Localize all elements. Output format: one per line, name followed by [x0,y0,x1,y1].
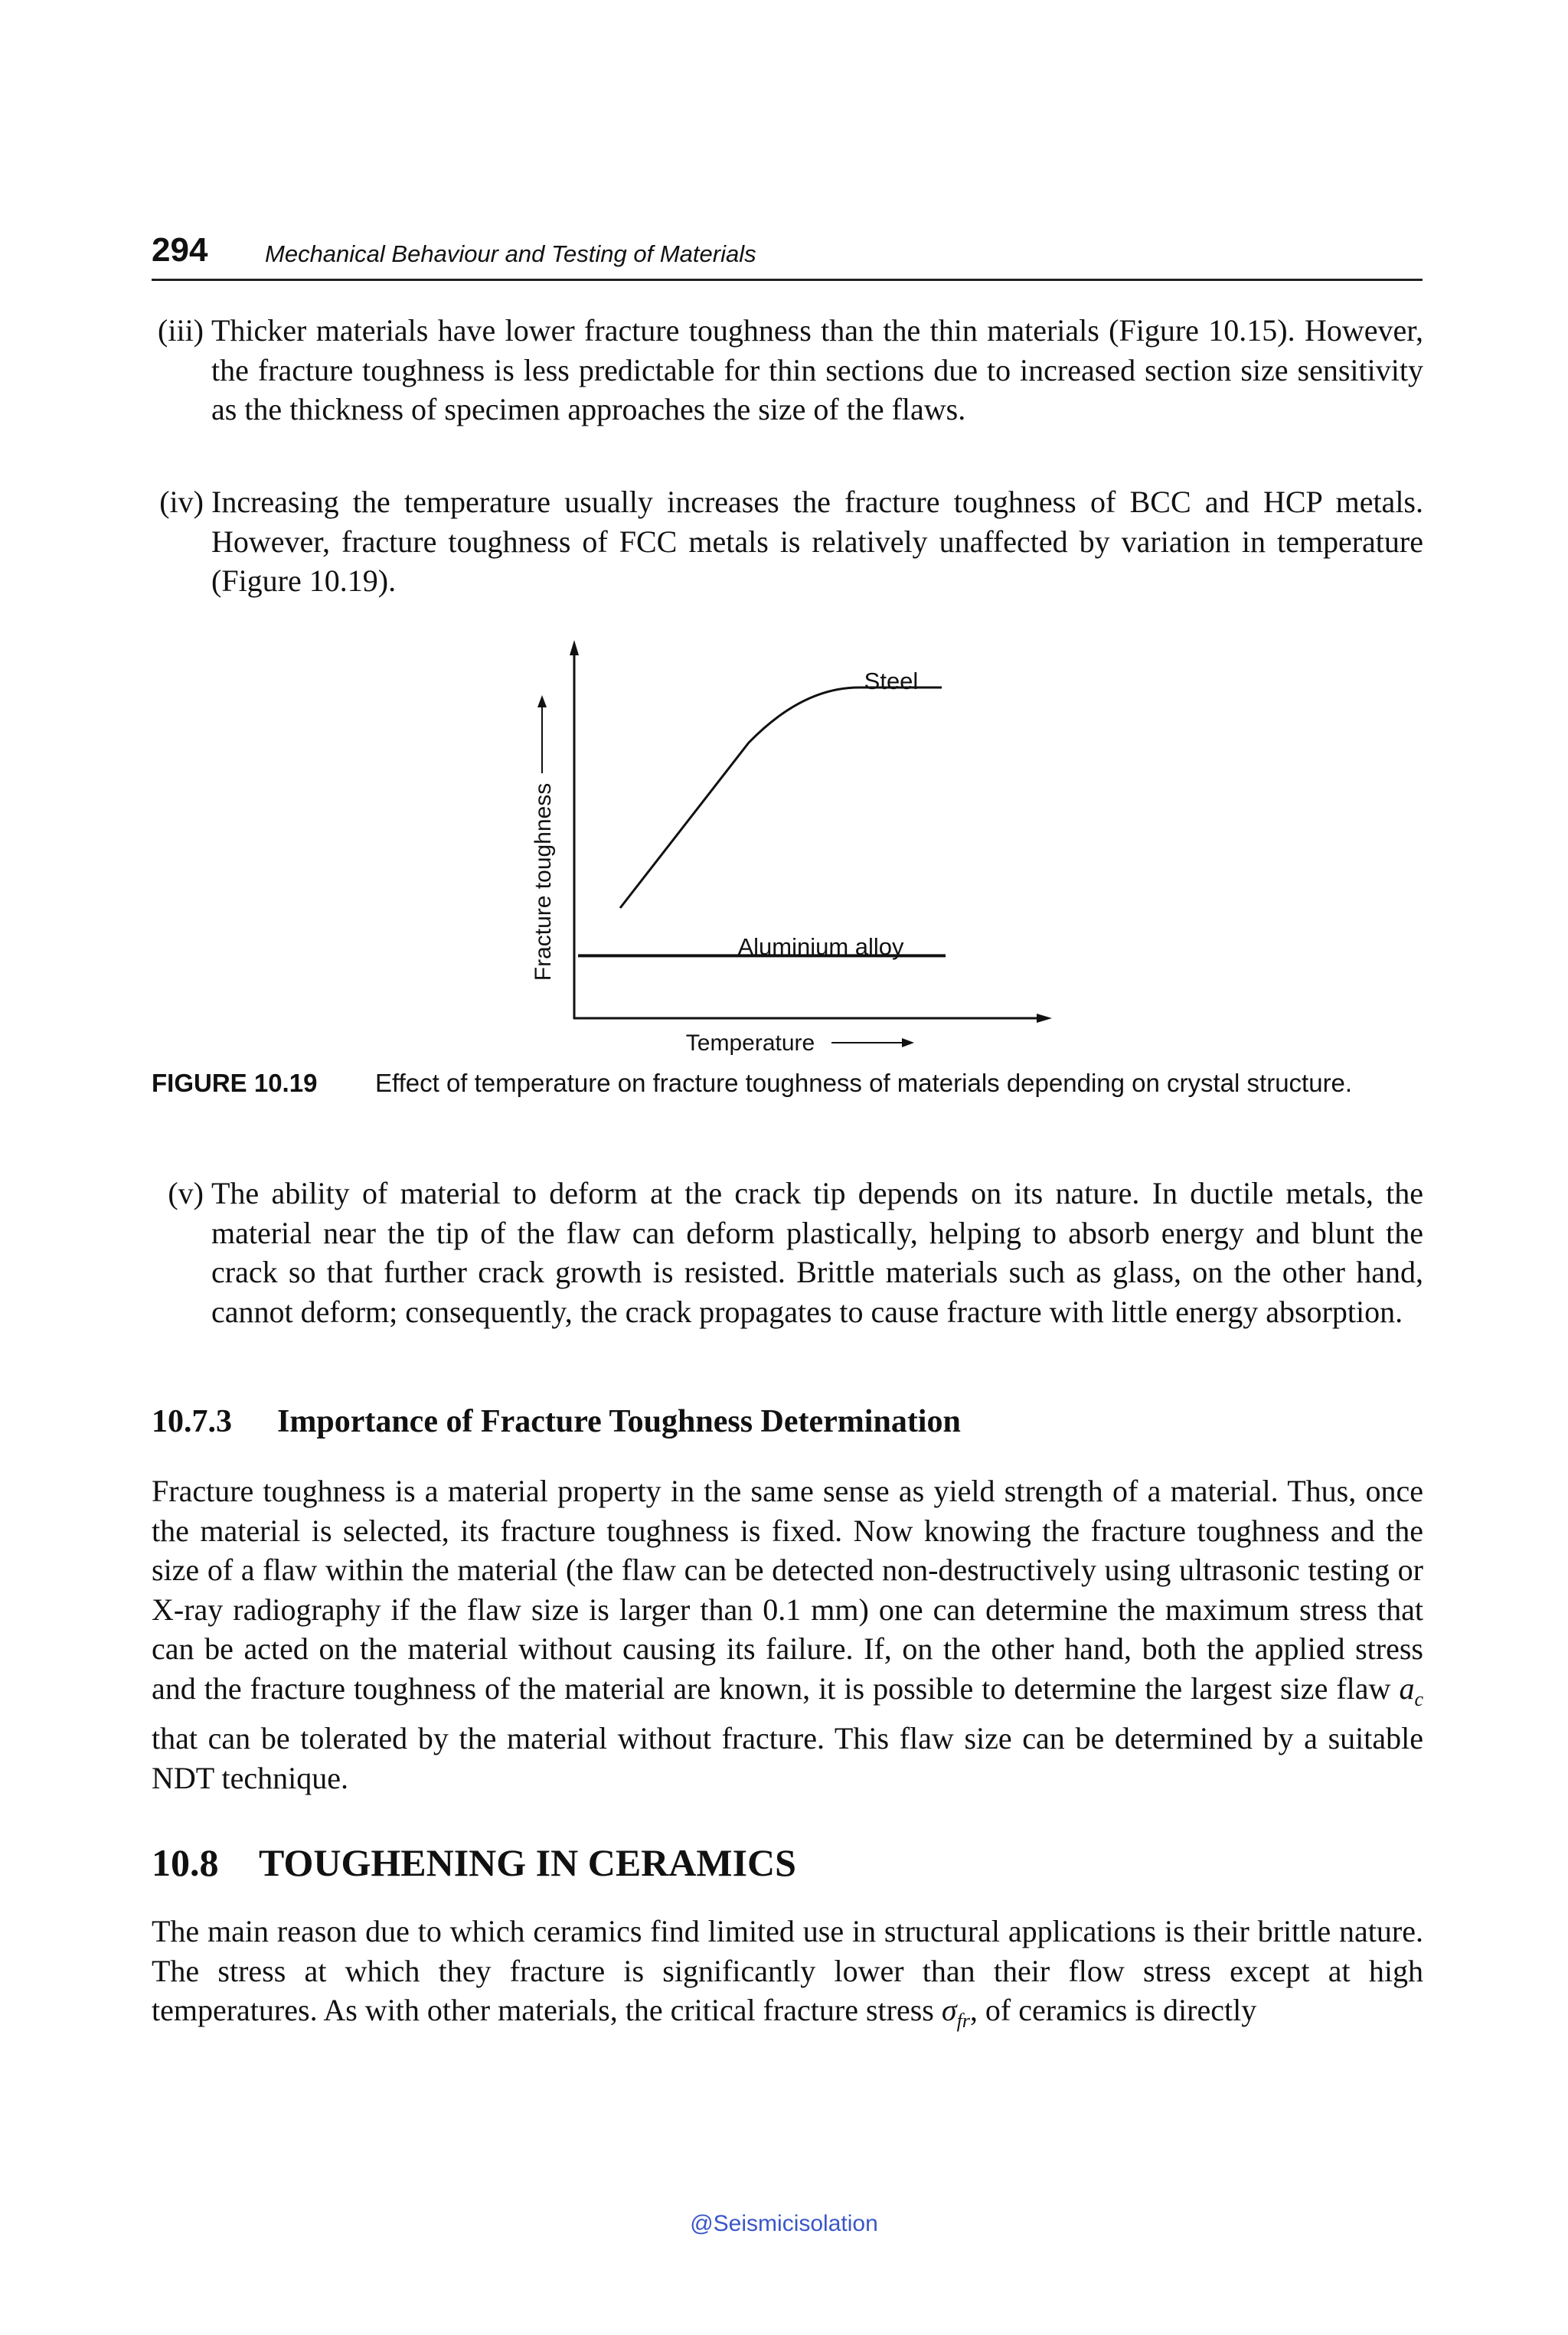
list-item-text: Thicker materials have lower fracture toughness than the thin materials (Figure 10.15). However, the fracture toughness is less predictable for thin sections due to increased section size sensitivity as the thickness of specimen approaches the size of the flaws. [211,313,1423,426]
symbol-subscript: fr [956,2010,970,2032]
page-number: 294 [152,231,208,269]
series-line-steel [620,687,942,908]
x-axis-arrowhead [1037,1014,1052,1023]
section-heading [152,1840,796,1885]
y-axis-arrowhead [570,640,579,655]
list-item-v [168,1174,1423,1331]
subsection-number: 10.7.3 [152,1404,232,1439]
list-item-iv [159,482,1423,601]
subsection-heading [152,1403,961,1440]
x-axis-label: Temperature [685,1030,815,1056]
y-axis-label-group [531,695,556,981]
section-paragraph [152,1912,1423,2041]
list-item-iii [158,311,1423,429]
paragraph-text: Fracture toughness is a material property in the same sense as yield strength of a material. Thus, once the material is selected, its fracture toughness is fixed. Now knowing the fracture toughness and the size of a flaw within the material (the flaw can be detected non-destructively using ultrasonic testing or X-ray radiography if the flaw size is larger than 0.1 mm) one can determine the maximum stress that can be acted on the material without causing its failure. If, on the other hand, both the applied stress and the fracture toughness of the material are known, it is possible to determine the largest size flaw [152,1474,1423,1706]
symbol-a: a [1399,1670,1415,1706]
x-axis-label-arrowhead [902,1038,914,1047]
y-axis-label-arrowhead [537,695,547,707]
subsection-paragraph [152,1471,1423,1798]
paragraph-text: The main reason due to which ceramics find limited use in structural applications is their brittle nature. The stress at which they fracture is significantly lower than their flow stress except at high temperatures. As with other materials, the critical fracture stress [152,1914,1423,2027]
symbol-subscript: c [1414,1687,1423,1710]
chart-svg [505,635,1057,1064]
y-axis-label: Fracture toughness [531,782,556,981]
list-item-text: The ability of material to deform at the crack tip depends on its nature. In ductile metals, the material near the tip of the flaw can deform plastically, helping to absorb energy and blunt the crack so that further crack growth is resisted. Brittle materials such as glass, on the other hand, cannot deform; consequently, the crack propagates to cause fracture with little energy absorption. [211,1176,1423,1329]
list-item-marker: (v) [168,1176,204,1210]
page-header [152,230,1423,281]
section-number: 10.8 [152,1841,219,1884]
figure-label: FIGURE 10.19 [152,1069,318,1097]
paragraph-text-continued: , of ceramics is directly [969,1993,1257,2027]
section-title: TOUGHENING IN CERAMICS [259,1841,796,1884]
series-label-steel: Steel [864,668,919,694]
running-title: Mechanical Behaviour and Testing of Materials [265,240,756,267]
figure-caption-text: Effect of temperature on fracture toughness of materials depending on crystal structure. [375,1069,1353,1097]
list-item-text: Increasing the temperature usually increases the fracture toughness of BCC and HCP metals. However, fracture toughness of FCC metals is relatively unaffected by variation in temperature (Figure 10.19). [211,485,1423,598]
subsection-title: Importance of Fracture Toughness Determination [277,1404,961,1439]
list-item-marker: (iii) [158,313,204,348]
list-item-marker: (iv) [159,485,204,519]
figure-chart [505,635,1057,1064]
series-label-aluminium-alloy: Aluminium alloy [737,933,904,960]
paragraph-text-continued: that can be tolerated by the material without fracture. This flaw size can be determined by a suitable NDT technique. [152,1721,1423,1795]
symbol-sigma: σ [941,1993,957,2027]
watermark: @Seismicisolation [690,2211,878,2236]
